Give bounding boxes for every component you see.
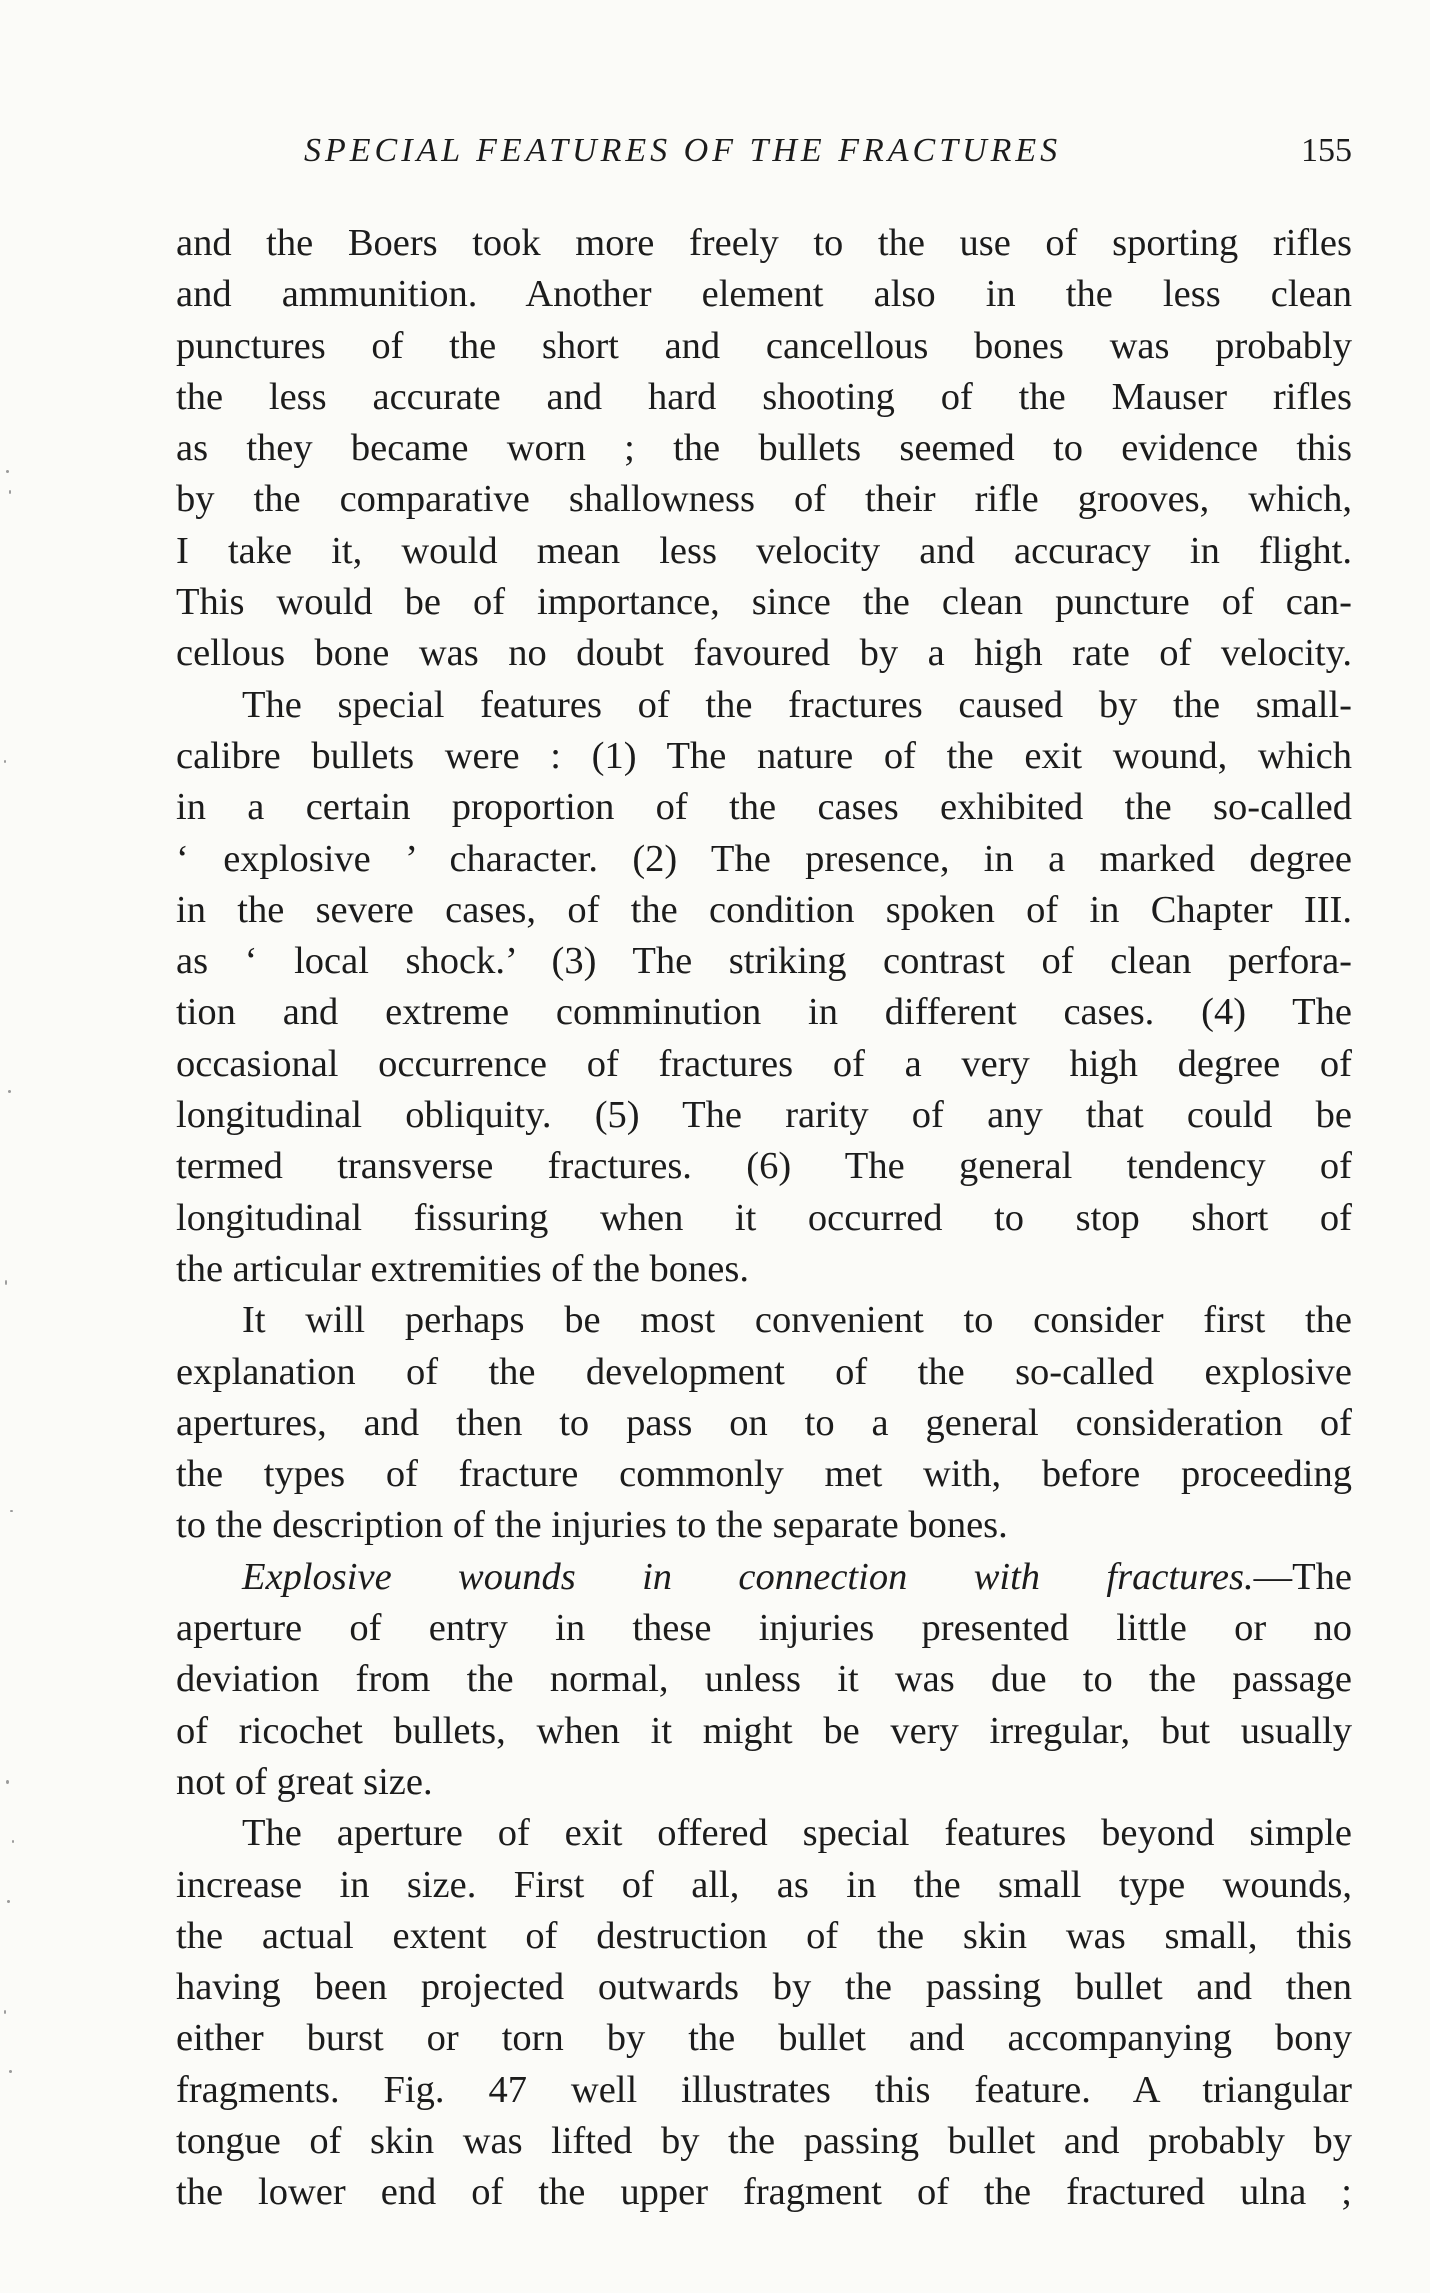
- text-line: apertures, and then to pass on to a general consideration of: [176, 1401, 1352, 1444]
- text-line: aperture of entry in these injuries presented little or no: [176, 1607, 1352, 1650]
- text-line: This would be of importance, since the clean puncture of can-: [176, 581, 1352, 624]
- text-line: longitudinal obliquity. (5) The rarity of any that could be: [176, 1094, 1352, 1137]
- text-line: in a certain proportion of the cases exhibited the so-called: [176, 786, 1352, 829]
- page-number: 155: [1301, 132, 1352, 169]
- page-header: [176, 132, 1352, 182]
- text-line: It will perhaps be most convenient to consider first the: [242, 1299, 1352, 1342]
- text-line: ‘ explosive ’ character. (2) The presence, in a marked degree: [176, 837, 1352, 880]
- text-line: cellous bone was no doubt favoured by a high rate of velocity.: [176, 632, 1352, 675]
- text-line: The aperture of exit offered special features beyond simple: [242, 1812, 1352, 1855]
- margin-scan-specks: [0, 0, 30, 2293]
- text-line: explanation of the development of the so-called explosive: [176, 1350, 1352, 1393]
- text-line: by the comparative shallowness of their rifle grooves, which,: [176, 478, 1352, 521]
- text-line: tion and extreme comminution in different cases. (4) The: [176, 991, 1352, 1034]
- running-title: SPECIAL FEATURES OF THE FRACTURES: [304, 132, 1062, 169]
- text-line: as ‘ local shock.’ (3) The striking contrast of clean perfora-: [176, 940, 1352, 983]
- text-line: the actual extent of destruction of the skin was small, this: [176, 1914, 1352, 1957]
- text-line: of ricochet bullets, when it might be very irregular, but usually: [176, 1709, 1352, 1752]
- text-line: and the Boers took more freely to the use of sporting rifles: [176, 222, 1352, 264]
- text-line: the less accurate and hard shooting of the Mauser rifles: [176, 375, 1352, 418]
- text-line: deviation from the normal, unless it was due to the passage: [176, 1658, 1352, 1701]
- text-line: calibre bullets were : (1) The nature of the exit wound, which: [176, 734, 1352, 777]
- text-line: the types of fracture commonly met with, before proceeding: [176, 1453, 1352, 1496]
- text-line: the articular extremities of the bones.: [176, 1247, 750, 1290]
- section-heading: Explosive wounds in connection with fractures.: [242, 1555, 1254, 1598]
- text-line: termed transverse fractures. (6) The general tendency of: [176, 1145, 1352, 1188]
- text-line: as they became worn ; the bullets seemed to evidence this: [176, 427, 1352, 470]
- text-line: punctures of the short and cancellous bones was probably: [176, 324, 1352, 367]
- paragraph-5: [176, 1808, 1352, 2218]
- body-text: [176, 218, 1352, 2219]
- text-line: the lower end of the upper fragment of the fractured ulna ;: [176, 2171, 1352, 2214]
- paragraph-1: [176, 218, 1352, 680]
- paragraph-4: [176, 1552, 1352, 1808]
- text-line: either burst or torn by the bullet and accompanying bony: [176, 2017, 1352, 2060]
- text-line: occasional occurrence of fractures of a very high degree of: [176, 1042, 1352, 1085]
- text-line: not of great size.: [176, 1760, 433, 1803]
- text-line: tongue of skin was lifted by the passing bullet and probably by: [176, 2119, 1352, 2162]
- text-line: having been projected outwards by the passing bullet and then: [176, 1966, 1352, 2009]
- text-line: fragments. Fig. 47 well illustrates this feature. A triangular: [176, 2068, 1352, 2111]
- text-line: to the description of the injuries to the separate bones.: [176, 1504, 1008, 1547]
- text-line: I take it, would mean less velocity and accuracy in flight.: [176, 529, 1352, 572]
- text-line: and ammunition. Another element also in the less clean: [176, 273, 1352, 316]
- heading-continuation: —The: [1253, 1555, 1352, 1598]
- text-line-with-heading: [176, 1552, 1352, 1603]
- paragraph-3: [176, 1295, 1352, 1551]
- text-line: increase in size. First of all, as in the small type wounds,: [176, 1863, 1352, 1906]
- text-line: longitudinal fissuring when it occurred to stop short of: [176, 1196, 1352, 1239]
- text-line: in the severe cases, of the condition spoken of in Chapter III.: [176, 888, 1352, 931]
- text-line: The special features of the fractures caused by the small-: [242, 683, 1352, 726]
- paragraph-2: [176, 680, 1352, 1296]
